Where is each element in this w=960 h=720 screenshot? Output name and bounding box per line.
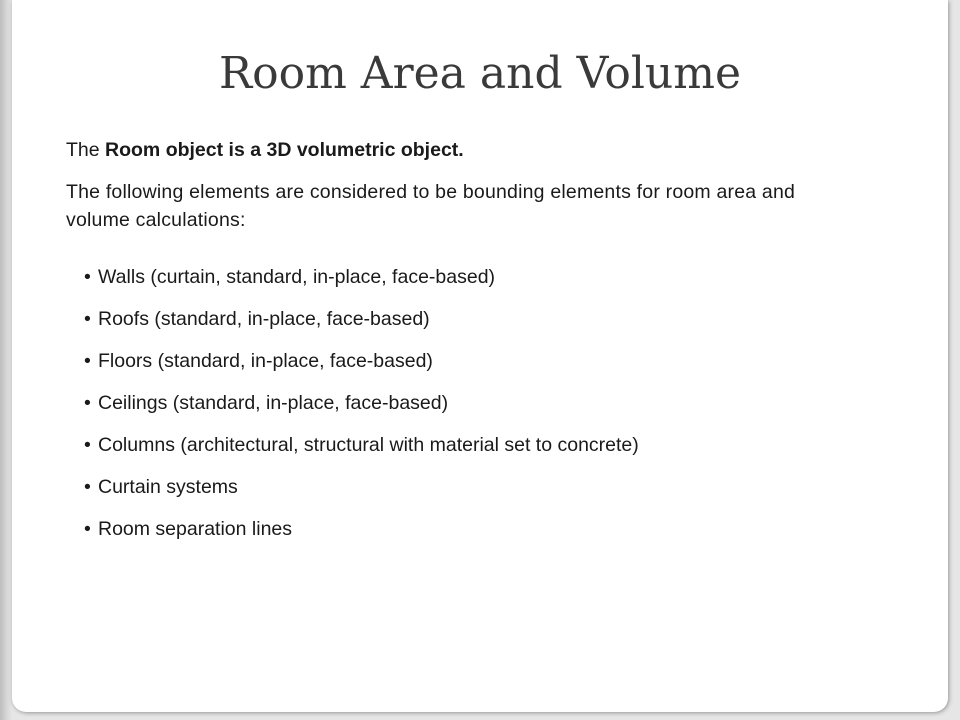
bullet-icon: • [84,266,91,288]
description-paragraph: The following elements are considered to be bounding elements for room area and volume calculations: [66,181,796,231]
list-item [84,468,639,510]
intro-prefix: The [66,139,106,161]
bullet-icon: • [84,308,91,330]
list-item [84,510,639,552]
list-item [84,342,639,384]
intro-bold-text: Room object is a 3D volumetric object. [105,139,464,161]
list-item-label: Floors (standard, in-place, face-based) [98,350,433,372]
list-item-label: Roofs (standard, in-place, face-based) [98,308,430,330]
bullet-icon: • [84,518,91,540]
list-item [84,300,639,342]
bullet-icon: • [84,392,91,414]
intro-paragraph [66,136,856,164]
list-item [84,384,639,426]
list-item-label: Ceilings (standard, in-place, face-based) [98,392,449,414]
list-item-label: Curtain systems [98,476,238,498]
list-item-label: Columns (architectural, structural with material set to concrete) [98,434,639,456]
bounding-elements-list [84,258,639,552]
list-item-label: Walls (curtain, standard, in-place, face-based) [98,266,496,288]
bullet-icon: • [84,434,91,456]
list-item [84,426,639,468]
list-item [84,258,639,300]
list-item-label: Room separation lines [98,518,293,540]
bullet-icon: • [84,350,91,372]
bullet-icon: • [84,476,91,498]
slide-title: Room Area and Volume [218,48,741,99]
